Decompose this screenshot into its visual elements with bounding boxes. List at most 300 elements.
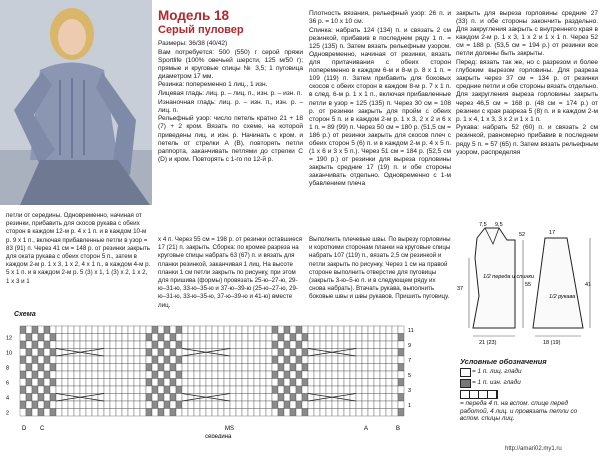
legend-item: = 1 п. изн. глади: [472, 379, 521, 386]
chart-cell: [194, 349, 200, 357]
chart-cell: [302, 356, 308, 364]
chart-cell: [74, 371, 80, 379]
chart-cell: [200, 334, 206, 342]
chart-cell: [194, 341, 200, 349]
chart-cell: [62, 326, 68, 334]
chart-cell: [50, 364, 56, 372]
chart-cell: [374, 386, 380, 394]
chart-cell: [302, 401, 308, 409]
row-number-right: 1: [408, 403, 412, 409]
chart-cell: [332, 401, 338, 409]
chart-cell: [104, 401, 110, 409]
chart-cell: [380, 341, 386, 349]
chart-cell: [380, 371, 386, 379]
chart-cell: [296, 379, 302, 387]
chart-cell: [338, 386, 344, 394]
chart-cell: [128, 401, 134, 409]
chart-cell: [98, 386, 104, 394]
chart-cell: [92, 334, 98, 342]
chart-cell: [188, 334, 194, 342]
chart-cell: [86, 326, 92, 334]
legend-item: = 1 п. лиц. глади: [472, 368, 522, 375]
chart-cell: [26, 349, 32, 357]
chart-cell: [206, 326, 212, 334]
chart-cell: [86, 401, 92, 409]
chart-cell: [230, 394, 236, 402]
chart-cell: [62, 341, 68, 349]
chart-cell: [68, 349, 74, 357]
chart-cell: [206, 341, 212, 349]
chart-cell: [122, 334, 128, 342]
chart-cell: [92, 364, 98, 372]
chart-cell: [182, 341, 188, 349]
chart-cell: [374, 341, 380, 349]
chart-cell: [344, 341, 350, 349]
chart-marker-label: середина: [205, 434, 232, 438]
chart-cell: [188, 386, 194, 394]
chart-cell: [368, 334, 374, 342]
chart-cell: [374, 356, 380, 364]
chart-cell: [308, 371, 314, 379]
chart-cell: [308, 334, 314, 342]
chart-cell: [146, 356, 152, 364]
chart-cell: [296, 394, 302, 402]
chart-cell: [62, 401, 68, 409]
chart-cell: [122, 379, 128, 387]
chart-cell: [164, 401, 170, 409]
chart-cell: [164, 379, 170, 387]
row-number-right: 9: [408, 343, 412, 349]
chart-cell: [398, 356, 404, 364]
chart-cell: [86, 341, 92, 349]
chart-cell: [152, 334, 158, 342]
row-number-left: 4: [6, 395, 10, 402]
chart-cell: [176, 349, 182, 357]
chart-cell: [68, 341, 74, 349]
chart-cell: [104, 349, 110, 357]
chart-cell: [266, 356, 272, 364]
chart-cell: [68, 379, 74, 387]
paragraph: Резинка: попеременно 1 лиц., 1 изн.: [158, 81, 268, 89]
chart-cell: [314, 386, 320, 394]
chart-cell: [68, 371, 74, 379]
chart-cell: [128, 356, 134, 364]
chart-cell: [164, 341, 170, 349]
chart-cell: [236, 334, 242, 342]
chart-cell: [290, 364, 296, 372]
chart-cell: [236, 349, 242, 357]
chart-cell: [350, 334, 356, 342]
chart-cell: [128, 409, 134, 417]
chart-cell: [320, 356, 326, 364]
chart-cell: [392, 341, 398, 349]
chart-cell: [80, 334, 86, 342]
chart-cell: [50, 349, 56, 357]
chart-cell: [164, 394, 170, 402]
chart-cell: [116, 394, 122, 402]
chart-cell: [50, 334, 56, 342]
chart-cell: [326, 371, 332, 379]
chart-cell: [332, 356, 338, 364]
chart-cell: [98, 364, 104, 372]
chart-cell: [188, 364, 194, 372]
chart-cell: [398, 364, 404, 372]
row-number-left: 10: [6, 350, 13, 357]
paragraph: Рукава: набрать 52 (60) п. и связать 2 см резинкой, равномерно прибавив в последнем ряду 5 п. = 57 (65) п. Затем вязать рельефным узором, распределяя: [456, 124, 598, 156]
chart-cell: [104, 371, 110, 379]
chart-cell: [278, 379, 284, 387]
chart-cell: [374, 394, 380, 402]
chart-cell: [20, 371, 26, 379]
chart-cell: [74, 334, 80, 342]
chart-cell: [134, 386, 140, 394]
chart-cell: [32, 326, 38, 334]
chart-cell: [68, 334, 74, 342]
chart-cell: [254, 386, 260, 394]
chart-cell: [56, 326, 62, 334]
chart-cell: [236, 326, 242, 334]
chart-cell: [140, 394, 146, 402]
chart-cell: [260, 356, 266, 364]
chart-cell: [62, 379, 68, 387]
chart-cell: [302, 341, 308, 349]
chart-cell: [116, 326, 122, 334]
chart-cell: [290, 394, 296, 402]
chart-cell: [218, 371, 224, 379]
chart-cell: [290, 379, 296, 387]
chart-cell: [236, 364, 242, 372]
chart-cell: [170, 394, 176, 402]
chart-cell: [272, 326, 278, 334]
chart-cell: [236, 356, 242, 364]
back-label: 1/2 переда и спинки: [483, 274, 535, 280]
model-title: Модель 18: [158, 8, 230, 23]
dim-bottom-1: 21 (23): [479, 340, 497, 346]
chart-cell: [134, 379, 140, 387]
chart-cell: [284, 334, 290, 342]
chart-cell: [104, 364, 110, 372]
chart-cell: [56, 356, 62, 364]
chart-cell: [122, 386, 128, 394]
chart-cell: [266, 349, 272, 357]
chart-cell: [110, 356, 116, 364]
chart-cell: [212, 349, 218, 357]
chart-cell: [200, 379, 206, 387]
chart-cell: [392, 349, 398, 357]
chart-cell: [374, 379, 380, 387]
chart-cell: [122, 394, 128, 402]
chart-cell: [158, 371, 164, 379]
chart-cell: [356, 341, 362, 349]
chart-cell: [248, 371, 254, 379]
chart-cell: [122, 409, 128, 417]
chart-cell: [302, 364, 308, 372]
chart-cell: [110, 409, 116, 417]
chart-cell: [134, 349, 140, 357]
chart-cell: [266, 386, 272, 394]
chart-cell: [230, 401, 236, 409]
chart-cell: [368, 349, 374, 357]
chart-cell: [320, 364, 326, 372]
chart-marker-label: D: [22, 426, 27, 432]
chart-cell: [32, 349, 38, 357]
chart-cell: [236, 409, 242, 417]
chart-cell: [278, 364, 284, 372]
chart-cell: [74, 409, 80, 417]
chart-cell: [230, 371, 236, 379]
chart-cell: [308, 401, 314, 409]
chart-cell: [44, 334, 50, 342]
chart-cell: [128, 364, 134, 372]
chart-cell: [344, 326, 350, 334]
row-number-left: 6: [6, 380, 10, 387]
chart-cell: [350, 364, 356, 372]
chart-cell: [170, 379, 176, 387]
chart-cell: [218, 379, 224, 387]
chart-cell: [74, 356, 80, 364]
chart-cell: [236, 394, 242, 402]
chart-cell: [254, 379, 260, 387]
chart-cell: [380, 379, 386, 387]
chart-cell: [368, 326, 374, 334]
chart-cell: [272, 401, 278, 409]
chart-cell: [260, 334, 266, 342]
row-number-right: 11: [408, 328, 414, 334]
chart-cell: [332, 409, 338, 417]
chart-cell: [80, 379, 86, 387]
chart-cell: [188, 356, 194, 364]
chart-cell: [290, 371, 296, 379]
chart-cell: [26, 409, 32, 417]
chart-cell: [242, 334, 248, 342]
chart-cell: [206, 401, 212, 409]
chart-cell: [284, 356, 290, 364]
chart-cell: [212, 401, 218, 409]
chart-cell: [362, 394, 368, 402]
chart-cell: [224, 326, 230, 334]
chart-cell: [50, 341, 56, 349]
chart-cell: [104, 409, 110, 417]
chart-cell: [212, 326, 218, 334]
chart-cell: [386, 394, 392, 402]
chart-cell: [32, 386, 38, 394]
chart-cell: [110, 349, 116, 357]
chart-cell: [44, 386, 50, 394]
chart-cell: [206, 334, 212, 342]
chart-cell: [98, 334, 104, 342]
chart-cell: [146, 341, 152, 349]
chart-cell: [122, 349, 128, 357]
chart-cell: [170, 401, 176, 409]
chart-cell: [314, 409, 320, 417]
chart-cell: [194, 364, 200, 372]
chart-cell: [80, 364, 86, 372]
chart-cell: [134, 341, 140, 349]
chart-cell: [140, 349, 146, 357]
chart-cell: [146, 326, 152, 334]
chart-cell: [350, 341, 356, 349]
chart-cell: [50, 326, 56, 334]
chart-cell: [146, 349, 152, 357]
chart-cell: [74, 326, 80, 334]
chart-cell: [398, 409, 404, 417]
chart-cell: [338, 401, 344, 409]
chart-cell: [380, 394, 386, 402]
chart-cell: [266, 394, 272, 402]
chart-cell: [110, 371, 116, 379]
chart-cell: [236, 341, 242, 349]
chart-cell: [212, 356, 218, 364]
chart-cell: [170, 334, 176, 342]
chart-cell: [356, 364, 362, 372]
chart-cell: [122, 341, 128, 349]
chart-cell: [278, 401, 284, 409]
chart-cell: [26, 341, 32, 349]
chart-cell: [398, 341, 404, 349]
chart-cell: [176, 379, 182, 387]
chart-cell: [98, 341, 104, 349]
chart-cell: [194, 386, 200, 394]
chart-cell: [368, 394, 374, 402]
chart-cell: [110, 326, 116, 334]
chart-cell: [362, 326, 368, 334]
chart-cell: [200, 326, 206, 334]
chart-cell: [80, 401, 86, 409]
chart-cell: [350, 379, 356, 387]
chart-cell: [350, 401, 356, 409]
chart-cell: [308, 326, 314, 334]
chart-cell: [284, 379, 290, 387]
paragraph: Перед: вязать так же, но с разрезом и более глубоким вырезом горловины. Для разреза закрыть через 37 см = 134 р. от резинки средние петли и обе стороны вязать отдельно. Для закругления выреза горловины закрыть через 46,5 см = 168 р. (48 см = 174 р.) от резинки с края разреза 5 (8) п. и в каждом 2-м р. 1 х 4, 1 х 3, 3 х 2 и 1 х 1 п.: [456, 59, 598, 123]
chart-cell: [158, 356, 164, 364]
chart-cell: [278, 394, 284, 402]
chart-cell: [68, 394, 74, 402]
chart-cell: [152, 401, 158, 409]
chart-cell: [206, 364, 212, 372]
footer-text-3: Выполнить плечевые швы. По вырезу горловины и короткими сторонам планки на круговые спицы набрать 107 (119) п., вязать 2,5 см резинкой и петли закрыть по рисунку. Через 1 см на правой стороне выполнить отверстие для пуговицы (закрыть 3-ю–5-ю п. и в следующем ряду их снова набрать). Втачать рукава, выполнить боковые швы и швы рукавов. Пришить пуговицу.: [309, 236, 451, 301]
chart-cell: [386, 409, 392, 417]
chart-cell: [272, 371, 278, 379]
chart-cell: [224, 334, 230, 342]
chart-cell: [38, 334, 44, 342]
chart-cell: [350, 409, 356, 417]
chart-cell: [212, 341, 218, 349]
chart-cell: [398, 394, 404, 402]
chart-cell: [50, 394, 56, 402]
chart-cell: [74, 341, 80, 349]
chart-cell: [98, 371, 104, 379]
chart-cell: [140, 371, 146, 379]
chart-cell: [260, 371, 266, 379]
chart-cell: [182, 371, 188, 379]
chart-cell: [320, 349, 326, 357]
chart-cell: [56, 401, 62, 409]
chart-cell: [284, 394, 290, 402]
chart-cell: [44, 341, 50, 349]
chart-cell: [338, 364, 344, 372]
chart-cell: [224, 409, 230, 417]
chart-cell: [62, 371, 68, 379]
chart-cell: [284, 371, 290, 379]
chart-cell: [230, 334, 236, 342]
chart-cell: [182, 334, 188, 342]
chart-cell: [284, 349, 290, 357]
chart-cell: [206, 386, 212, 394]
chart-cell: [200, 401, 206, 409]
chart-cell: [182, 356, 188, 364]
chart-cell: [230, 349, 236, 357]
chart-cell: [200, 386, 206, 394]
chart-cell: [254, 334, 260, 342]
chart-cell: [278, 371, 284, 379]
chart-cell: [296, 401, 302, 409]
chart-cell: [320, 334, 326, 342]
chart-cell: [320, 386, 326, 394]
chart-cell: [362, 386, 368, 394]
chart-cell: [140, 364, 146, 372]
row-number-left: 8: [6, 365, 10, 372]
chart-cell: [278, 326, 284, 334]
chart-cell: [362, 379, 368, 387]
chart-cell: [326, 364, 332, 372]
chart-cell: [380, 409, 386, 417]
chart-cell: [50, 386, 56, 394]
chart-cell: [296, 409, 302, 417]
chart-cell: [182, 386, 188, 394]
chart-cell: [140, 334, 146, 342]
chart-cell: [44, 409, 50, 417]
chart-cell: [260, 394, 266, 402]
chart-marker-label: В: [396, 426, 401, 432]
chart-cell: [326, 326, 332, 334]
chart-cell: [92, 409, 98, 417]
chart-cell: [332, 386, 338, 394]
chart-cell: [356, 394, 362, 402]
chart-cell: [368, 379, 374, 387]
chart-cell: [290, 341, 296, 349]
chart-cell: [260, 349, 266, 357]
chart-cell: [302, 379, 308, 387]
chart-cell: [188, 379, 194, 387]
chart-cell: [224, 364, 230, 372]
chart-cell: [56, 341, 62, 349]
chart-cell: [344, 356, 350, 364]
chart-cell: [68, 401, 74, 409]
chart-marker-label: А: [364, 426, 369, 432]
chart-cell: [248, 326, 254, 334]
chart-cell: [266, 371, 272, 379]
chart-cell: [104, 386, 110, 394]
chart-cell: [272, 349, 278, 357]
chart-cell: [338, 409, 344, 417]
chart-cell: [86, 356, 92, 364]
chart-cell: [164, 386, 170, 394]
chart-cell: [362, 364, 368, 372]
chart-cell: [50, 371, 56, 379]
chart-cell: [368, 409, 374, 417]
chart-cell: [314, 334, 320, 342]
chart-cell: [290, 401, 296, 409]
chart-cell: [218, 334, 224, 342]
chart-cell: [308, 364, 314, 372]
chart-cell: [218, 364, 224, 372]
chart-cell: [290, 409, 296, 417]
chart-cell: [116, 386, 122, 394]
chart-cell: [176, 409, 182, 417]
chart-cell: [56, 379, 62, 387]
chart-cell: [200, 371, 206, 379]
chart-cell: [314, 364, 320, 372]
